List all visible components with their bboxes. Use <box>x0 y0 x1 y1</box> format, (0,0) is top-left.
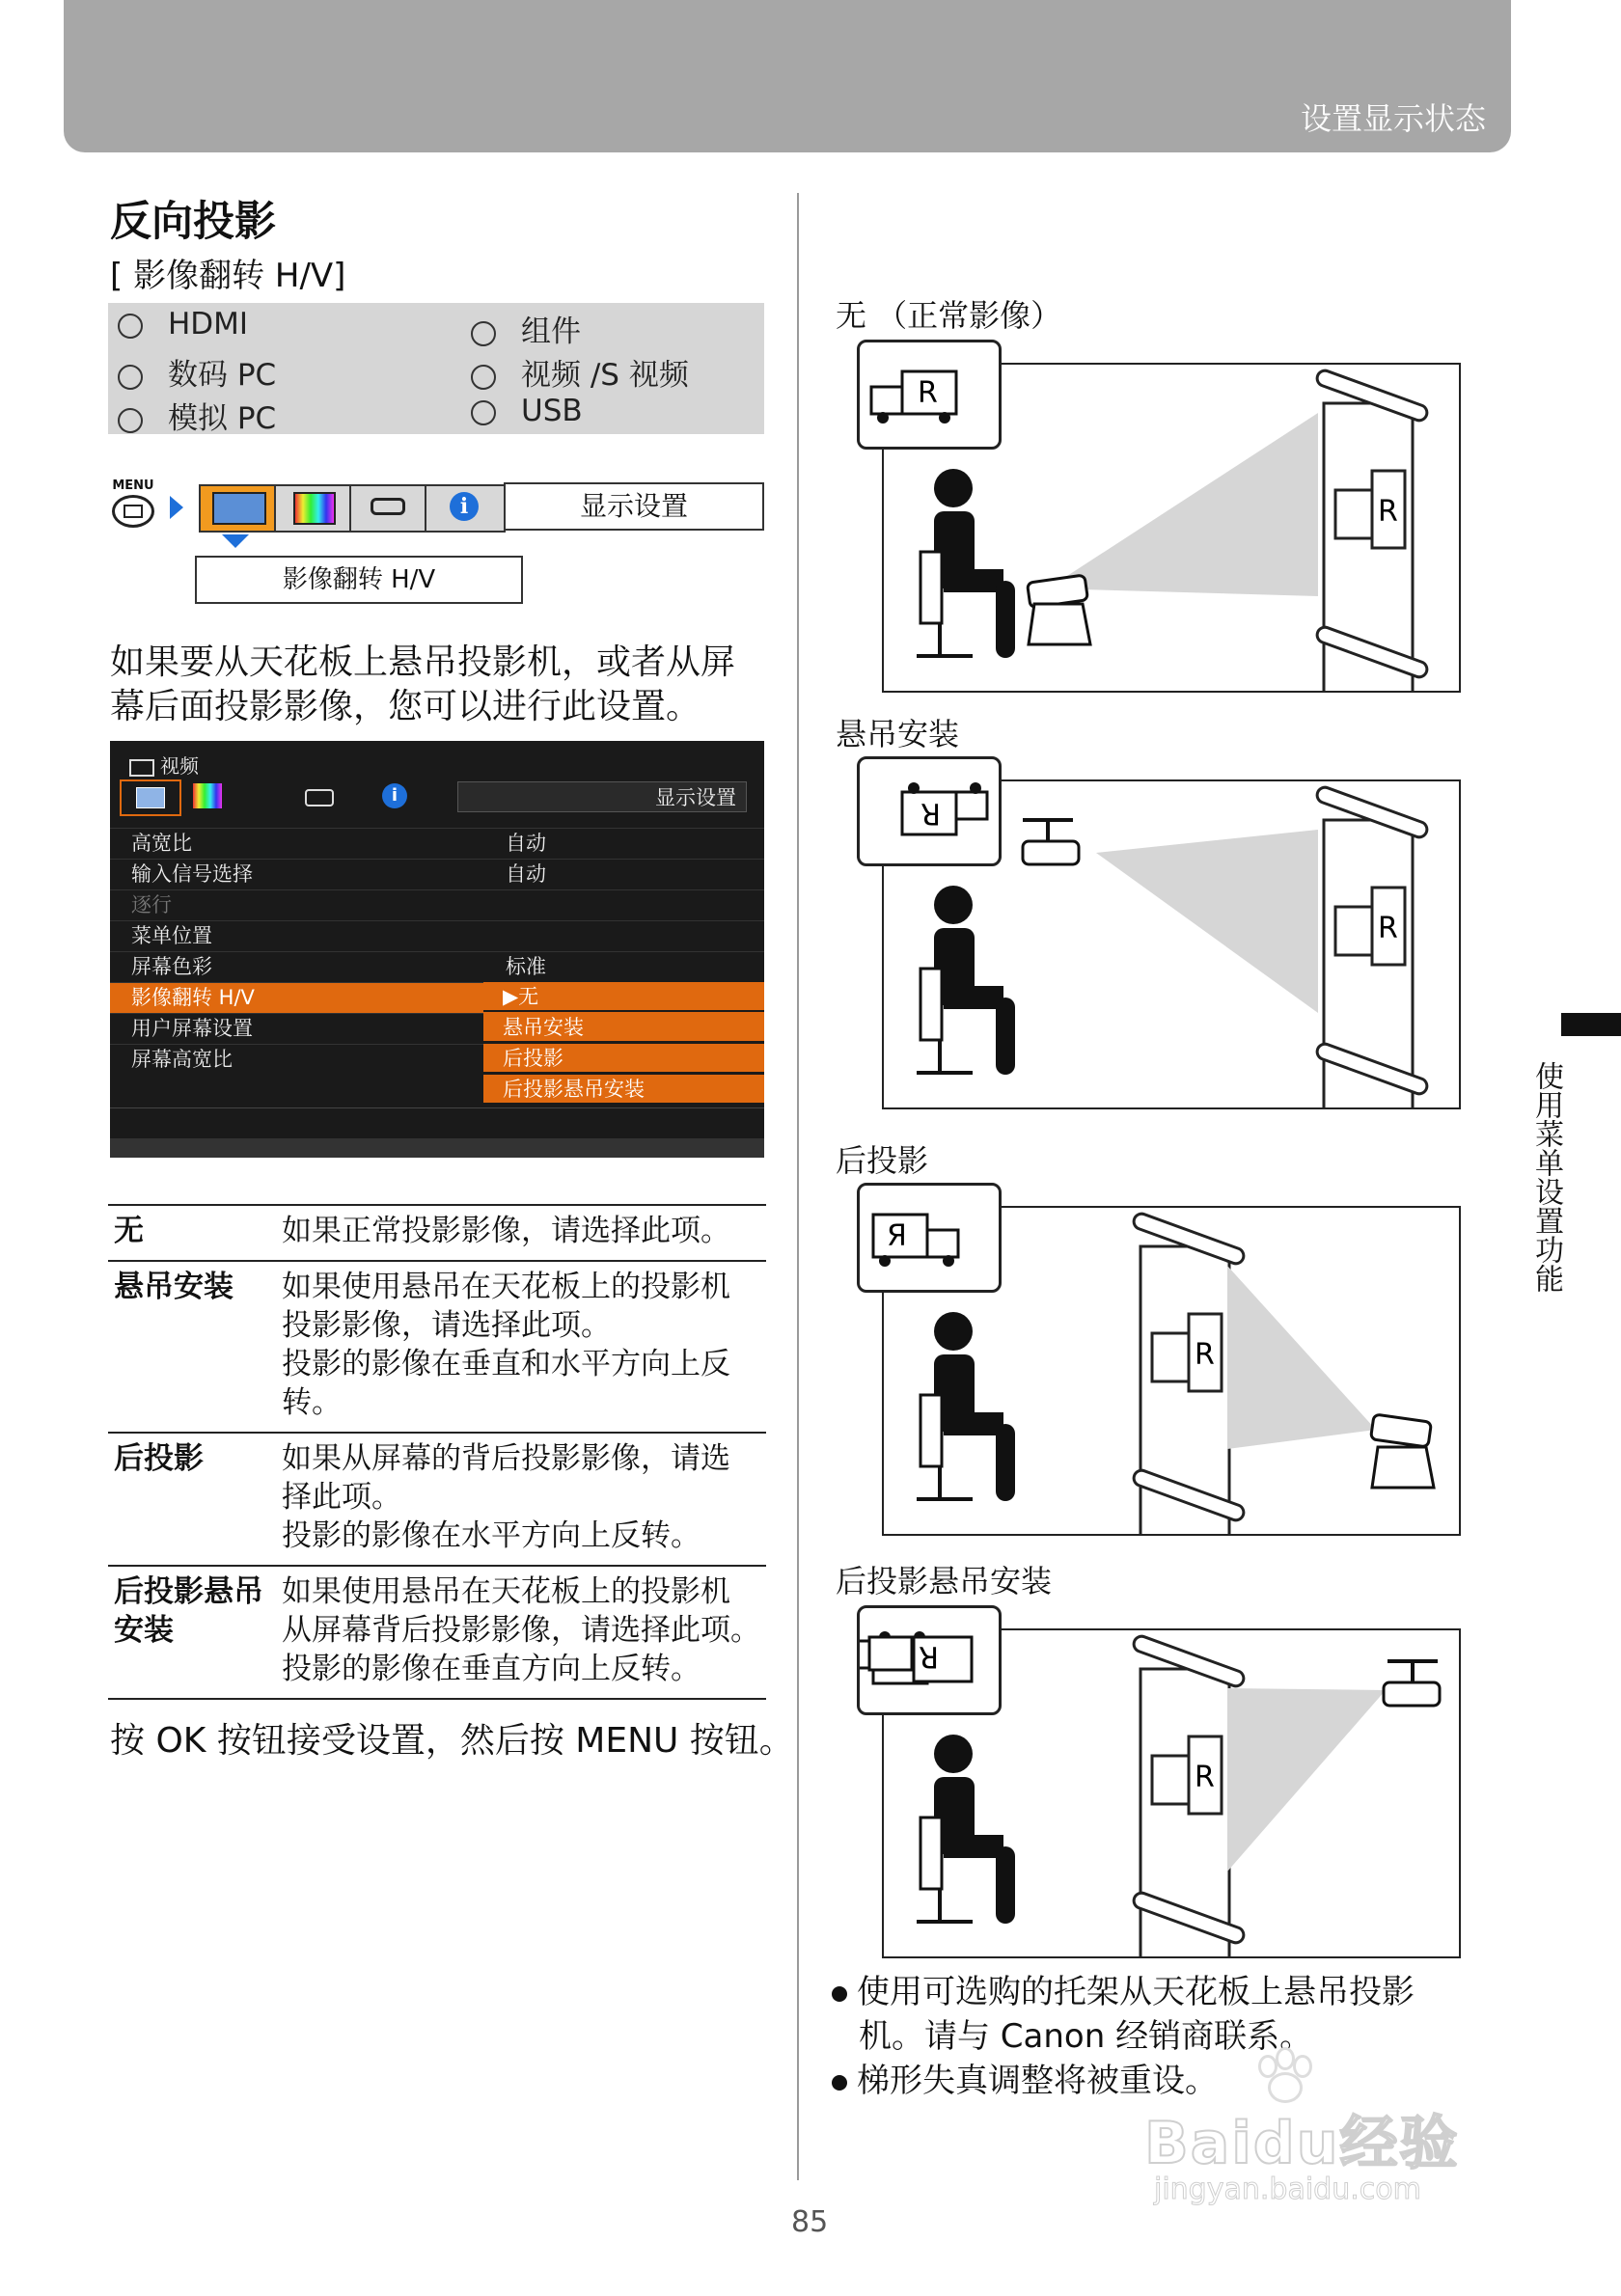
table-row <box>108 1433 766 1566</box>
term-rear: 后投影 <box>114 1441 204 1476</box>
tab-install <box>349 484 430 533</box>
osd-row-selected: 影像翻转 H/V <box>110 982 764 1013</box>
menu-navigation <box>108 478 764 604</box>
svg-text:R: R <box>919 1639 939 1673</box>
osd-row: 高宽比 自动 <box>110 828 764 859</box>
osd-header-label: 显示设置 <box>457 781 747 812</box>
table-row <box>108 1261 766 1433</box>
side-tab-marker <box>1561 1013 1621 1036</box>
svg-text:R: R <box>1195 1338 1215 1372</box>
header-band <box>64 0 1511 152</box>
circle-icon <box>118 408 143 433</box>
figure-caption-rear: 后投影 <box>836 1142 929 1179</box>
osd-row: 屏幕高宽比 <box>110 1044 764 1075</box>
source-component: 组件 <box>471 307 581 350</box>
note-bracket: 使用可选购的托架从天花板上悬吊投影 机。请与 Canon 经销商联系。 <box>832 1970 1469 2059</box>
osd-tab-image <box>193 783 222 808</box>
source-analog-pc: 模拟 PC <box>118 394 276 437</box>
figure-caption-normal: 无 （正常影像） <box>836 297 1062 334</box>
tab-info: i <box>425 484 506 533</box>
arrow-down-icon <box>222 534 249 548</box>
nav-submenu-item: 影像翻转 H/V <box>195 556 523 604</box>
svg-text:R: R <box>1195 1761 1215 1794</box>
intro-line-2: 幕后面投影影像，您可以进行此设置。 <box>110 687 701 726</box>
circle-icon <box>471 365 496 390</box>
bullet-icon <box>832 2075 847 2091</box>
svg-text:R: R <box>1378 495 1398 529</box>
circle-icon <box>118 365 143 390</box>
source-video: 视频 /S 视频 <box>471 350 689 394</box>
option-description-table <box>108 1204 766 1700</box>
paw-icon <box>1250 2047 1318 2105</box>
figure-caption-rear-ceiling: 后投影悬吊安装 <box>836 1563 1053 1599</box>
page-number: 85 <box>791 2205 829 2239</box>
osd-option-rear: 后投影 <box>483 1044 764 1074</box>
source-digital-pc: 数码 PC <box>118 350 276 394</box>
circle-icon <box>471 321 496 346</box>
section-subtitle: [ 影像翻转 H/V] <box>110 257 346 295</box>
osd-option-ceiling: 悬吊安装 <box>483 1013 764 1043</box>
nav-menu-label: 显示设置 <box>504 482 764 531</box>
osd-option-rear-ceiling: 后投影悬吊安装 <box>483 1075 764 1105</box>
osd-tab-info: i <box>382 783 407 808</box>
osd-row: 菜单位置 <box>110 920 764 951</box>
icon-normal-image <box>857 340 1002 450</box>
osd-row: 屏幕色彩 标准 <box>110 951 764 982</box>
note-keystone: 梯形失真调整将被重设。 <box>832 2059 1469 2103</box>
side-tab-label: 使用菜单设置功能 <box>1529 1061 1563 1293</box>
bullet-icon <box>832 1986 847 2002</box>
term-rear-ceiling: 后投影悬吊 安装 <box>114 1574 263 1648</box>
term-none: 无 <box>114 1214 144 1248</box>
description: 如果使用悬吊在天花板上的投影机 从屏幕背后投影影像，请选择此项。 投影的影像在垂直方向上反转。 <box>282 1574 760 1686</box>
svg-text:R: R <box>920 796 941 830</box>
osd-row: 用户屏幕设置 <box>110 1013 764 1044</box>
svg-text:Я: Я <box>887 1219 907 1253</box>
description: 如果从屏幕的背后投影影像，请选 择此项。 投影的影像在水平方向上反转。 <box>282 1441 730 1553</box>
term-ceiling: 悬吊安装 <box>114 1270 234 1304</box>
baidu-watermark: Baidu经验 jingyan.baidu.com <box>1144 2047 1530 2211</box>
osd-tab-display <box>120 779 181 816</box>
osd-option-none: ▶无 <box>483 982 764 1012</box>
osd-menu-screenshot <box>110 741 764 1158</box>
osd-tab-install <box>305 789 334 806</box>
tab-image <box>274 484 355 533</box>
circle-icon <box>118 314 143 339</box>
osd-row: 输入信号选择 自动 <box>110 859 764 889</box>
svg-text:R: R <box>1378 912 1398 945</box>
intro-line-1: 如果要从天花板上悬吊投影机，或者从屏 <box>110 642 736 682</box>
column-divider <box>797 193 799 2180</box>
description: 如果正常投影影像，请选择此项。 <box>282 1214 730 1248</box>
description: 如果使用悬吊在天花板上的投影机 投影影像，请选择此项。 投影的影像在垂直和水平方向上反 转。 <box>282 1270 730 1420</box>
source-usb: USB <box>471 394 583 428</box>
svg-text:R: R <box>918 376 938 410</box>
circle-icon <box>471 400 496 425</box>
menu-key-icon: MENU <box>108 478 158 536</box>
closing-instruction: 按 OK 按钮接受设置，然后按 MENU 按钮。 <box>110 1721 794 1761</box>
header-title: 设置显示状态 <box>1300 100 1486 137</box>
osd-title: 视频 <box>129 751 199 779</box>
arrow-right-icon <box>170 496 183 519</box>
icon-ceiling-image <box>857 756 1002 866</box>
icon-rear-ceiling-image <box>857 1605 1002 1715</box>
figure-caption-ceiling: 悬吊安装 <box>836 716 960 752</box>
input-source-list <box>108 303 764 434</box>
section-title: 反向投影 <box>110 198 276 246</box>
table-row <box>108 1205 766 1261</box>
table-row <box>108 1566 766 1699</box>
tab-display <box>199 484 280 533</box>
source-hdmi: HDMI <box>118 307 248 342</box>
osd-row-disabled: 逐行 <box>110 889 764 920</box>
icon-rear-image <box>857 1183 1002 1293</box>
